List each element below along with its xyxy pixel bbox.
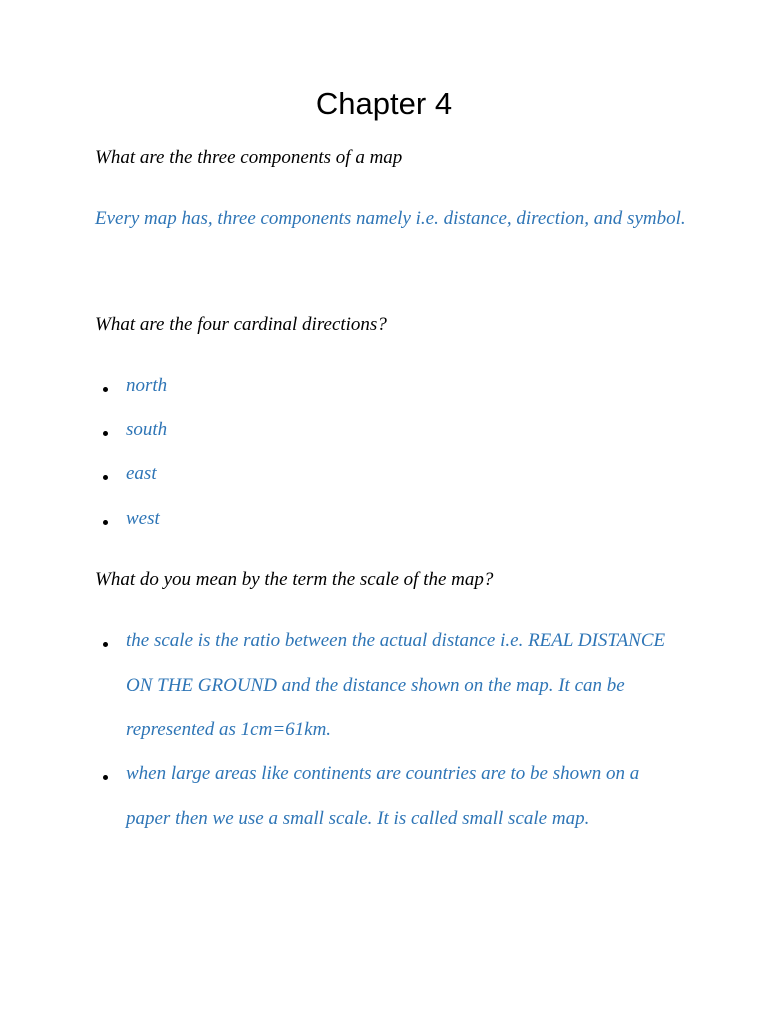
bullet-icon <box>103 387 108 392</box>
bullet-icon <box>103 642 108 647</box>
bullet-icon <box>103 475 108 480</box>
page-title: Chapter 4 <box>315 86 453 121</box>
answer-1: Every map has, three components namely i.e. distance, direction, and symbol. <box>95 208 686 229</box>
list-item-text: west <box>126 508 160 529</box>
bullet-icon <box>103 775 108 780</box>
question-1: What are the three components of a map <box>95 147 403 168</box>
list-item-text: south <box>126 419 168 440</box>
question-2: What are the four cardinal directions? <box>95 314 387 335</box>
question-3: What do you mean by the term the scale of the map? <box>95 569 494 590</box>
bullet-icon <box>103 520 108 525</box>
list-item-text: east <box>126 463 157 484</box>
list-item-text: when large areas like continents are countries are to be shown on a paper then we use a small scale. It is called small scale map. <box>126 763 640 829</box>
list-item-text: north <box>126 375 168 396</box>
bullet-icon <box>103 431 108 436</box>
list-item-text: the scale is the ratio between the actual distance i.e. REAL DISTANCE ON THE GROUND and the distance shown on the map. It can be represented as 1cm=61km. <box>126 630 666 740</box>
